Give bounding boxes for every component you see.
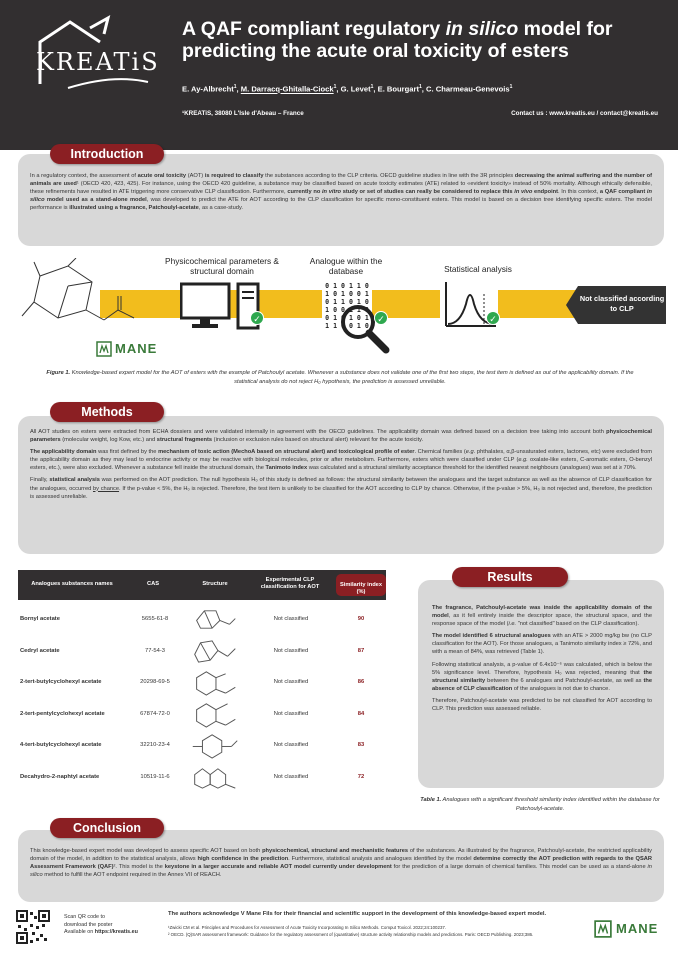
author-affiliation-mark: 1	[370, 84, 374, 90]
header-structure: Structure	[202, 581, 228, 587]
row-name: Decahydro-2-naphtyl acetate	[20, 773, 100, 780]
results-title: Results	[452, 567, 568, 587]
check-icon-step3: ✓	[486, 311, 500, 325]
reference-1: ¹Zwicki CM et al. Principles and Procedures for Assessment of Acute Toxicity Incorporating In Silico Methods. Comput Toxicol. 2022;24:100237.	[168, 925, 447, 930]
results-paragraph: The model identified 6 structural analogues with an ATE > 2000 mg/kg bw (no CLP classification for the AOT). For those analogues, a Tanimoto similarity index ≥ 72%, and with a mean of 84%, was retrieved (Table 1).	[432, 633, 652, 656]
result-box-tip	[566, 286, 578, 324]
author-affiliation-mark: 1	[418, 84, 422, 90]
author-affiliation-mark: 1	[509, 84, 513, 90]
row-clp: Not classified	[273, 710, 309, 717]
results-text	[432, 604, 652, 717]
figure-caption: Figure 1. Knowledge-based expert model for the AOT of esters with the example of Patchoulyl acetate. Whenever a substance does not validate one of the first two steps, the test item is defined as out of the applicability domain. If the statistical analysis do not reject H₀ hypothesis, the prediction is assessed unreliable.	[46, 370, 634, 385]
acknowledgement: The authors acknowledge V Mane Fils for their financial and scientific support in the development of this knowledge-based expert model.	[168, 911, 547, 917]
qr-instructions	[64, 914, 138, 937]
row-name: 4-tert-butylcyclohexyl acetate	[20, 742, 102, 748]
title-italic: in silico	[445, 18, 519, 40]
row-cas: 10519-11-6	[140, 773, 170, 780]
table-row	[18, 699, 386, 730]
row-similarity: 72	[357, 773, 365, 780]
table-row	[18, 667, 386, 698]
header-name: Analogues substances names	[31, 581, 113, 587]
table-row	[18, 604, 386, 635]
computer-icon	[180, 282, 266, 332]
mane-brand-footer: MANE	[616, 921, 659, 936]
row-name: Bornyl acetate	[20, 616, 60, 622]
methods-paragraph: Finally, statistical analysis was performed on the AOT prediction. The null hypothesis H₀ of this study is defined as follows: the structural similarity between the analogues and the target substance as well as the absence of CLP classification for the analogues, occurred by chance. If the p-value < 5%, the H₀ is rejected. Therefore, the test item is unlikely to be classified for the AOT according to CLP by chance. Otherwise, if the p-value > 5%, H₀ is not rejected and, therefore, the prediction is assessed unreliable.	[30, 477, 652, 500]
result-box: Not classified according to CLP	[578, 286, 666, 324]
row-cas: 32210-23-4	[140, 742, 170, 748]
step1-label: Physicochemical parameters & structural domain	[165, 256, 279, 276]
header-clp: Experimental CLP classification for AOT	[260, 577, 320, 590]
binary-row: 1 0 1 0 0 1	[325, 290, 369, 298]
author-affiliation-mark: 1	[333, 84, 337, 90]
patchoulyl-acetate-structure	[20, 258, 140, 348]
row-structure-drawing	[190, 637, 240, 666]
results-paragraph: Following statistical analysis, a p-value of 6.4x10⁻⁶ was calculated, which is below the 5% significance level. Therefore, hypothesis H₀ was rejected, meaning that the structural similarity between the 6 analogues and Patchoulyl-acetate, as well as the absence of CLP classification of the analogues is not due to chance.	[432, 661, 652, 692]
row-clp: Not classified	[273, 616, 309, 622]
header-similarity: Similarity index (%)	[339, 582, 383, 595]
row-clp: Not classified	[273, 773, 309, 780]
reference-2: ² OECD. (Q)SAR assessment framework: Guidance for the regulatory assessment of (quantitative) structure activity relationship models and predictions. Paris: OECD Publishing. 2023;386.	[168, 931, 534, 937]
qr-line2: download the poster	[64, 921, 113, 928]
table-header	[18, 570, 386, 600]
introduction-text: In a regulatory context, the assessment of acute oral toxicity (AOT) is required to classify the substances according to the CLP criteria. OECD guideline studies in line with the 3R principles decreasing the animal suffering and the number of animals are used¹ (OECD 420, 423, 425). For instance, using the OECD 420 guideline, a substance may be classified based on acute toxicity estimates (ATE) related to «evident toxicity» instead of 50% mortality. Although ethically defensible, these refinements have resulted in ATE triggering more conservative CLP classification. Furthermore, currently no in vitro study or set of studies can really be considered to replace this in vivo endpoint. In this context, a QAF compliant in silico model used as a stand-alone model, was developed to predict the ATE for AOT according to the CLP classification for specific mono-constituent esters. This model is based on a decision tree identifying specific esters. The model performance is illustrated using a fragrance, Patchoulyl-acetate, as a case-study.	[30, 173, 653, 212]
mane-emblem-icon	[96, 341, 112, 357]
affiliation: ¹KREATiS, 38080 L'Isle d'Abeau – France	[182, 110, 304, 117]
poster-header	[0, 0, 678, 150]
binary-row: 0 1 0 1 1 0	[325, 282, 369, 290]
step3-label: Statistical analysis	[444, 264, 512, 274]
row-similarity: 84	[357, 710, 365, 717]
results-paragraph: Therefore, Patchoulyl-acetate was predicted to be not classified for AOT according to CLP. This prediction was assessed reliable.	[432, 697, 652, 713]
methods-title: Methods	[50, 402, 164, 422]
row-structure-drawing	[190, 763, 240, 792]
author-name: C. Charmeau-Genevois	[426, 84, 510, 94]
qr-line1: Scan QR code to	[64, 914, 106, 920]
table-row	[18, 762, 386, 793]
magnifier-icon	[336, 300, 392, 356]
row-cas: 77-54-3	[145, 647, 165, 654]
table-row	[18, 636, 386, 667]
row-clp: Not classified	[273, 679, 309, 685]
qr-line3	[64, 929, 138, 937]
author-name: M. Darracq-Ghitalla-Ciock	[240, 84, 334, 94]
row-similarity: 83	[357, 742, 365, 748]
binary-row: 0 1 0 1 0 1	[325, 314, 369, 322]
row-name: 2-tert-butylcyclohexyl acetate	[20, 679, 102, 685]
author-affiliation-mark: 1	[233, 84, 237, 90]
row-cas: 67874-72-0	[140, 710, 170, 717]
header-cas: CAS	[146, 581, 159, 587]
row-structure-drawing	[190, 668, 240, 697]
author-name: E. Bourgart	[377, 84, 419, 94]
check-icon-step1: ✓	[250, 311, 264, 325]
poster-title	[182, 18, 662, 62]
conclusion-text: This knowledge-based expert model was developed to assess specific AOT based on both physicochemical, structural and mechanistic features of the substances. As illustrated by the fragrance, Patchoulyl-acetate, the restricted applicability domain of the model, in addition to the statistical analysis, allows high confidence in the prediction. Furthermore, statistical analysis and analogues identified by the model determine correctly the AOT prediction with regards to the QSAR Assessment Framework (QAF)². This model is the keystone in a larger accurate and reliable AOT model currently under development for the prediction of a large domain of chemical families. This model can be used as a stand-alone in silico method to fulfill the AOT endpoint required in the Annex VII of REACH.	[30, 848, 653, 879]
row-structure-drawing	[190, 605, 240, 634]
mane-emblem-icon	[594, 920, 612, 938]
mane-brand-figure: MANE	[115, 341, 158, 356]
step2-label: Analogue within the database	[309, 256, 383, 276]
table-row	[18, 730, 386, 761]
table-caption: Table 1. Analogues with a significant threshold similarity index identified within the database for Patchoulyl-acetate.	[420, 797, 660, 812]
methods-paragraph: All AOT studies on esters were extracted from ECHA dossiers and were validated internally in agreement with the OECD guidelines. The applicability domain was defined based on a decision tree taking into account both physicochemical parameters (molecular weight, log Kow, etc.) and structural fragments (inclusion or exclusion rules based on structural alert) relevant for the acute toxicity.	[30, 429, 652, 444]
binary-row: 1 1 0 0 1 0	[325, 322, 369, 330]
mane-logo-footer	[594, 918, 666, 940]
check-icon-step2: ✓	[374, 311, 388, 325]
qr-code-icon[interactable]	[16, 910, 50, 944]
qr-line3-prefix: Available on	[64, 929, 95, 935]
references	[168, 925, 578, 938]
logo-wordmark: KREATiS	[36, 48, 160, 76]
introduction-title: Introduction	[50, 144, 164, 164]
row-similarity: 87	[357, 647, 365, 654]
row-name: 2-tert-pentylcyclohexyl acetate	[20, 710, 105, 717]
author-name: E. Ay-Albrecht	[182, 84, 234, 94]
row-cas: 20298-69-5	[140, 679, 170, 685]
row-structure-drawing	[190, 700, 240, 729]
binary-row: 1 0 0 1 1 0	[325, 306, 369, 314]
row-similarity: 90	[357, 616, 365, 622]
row-structure-drawing	[190, 731, 240, 760]
methods-text	[30, 428, 652, 505]
title-suffix: model for predicting the acute oral toxicity of esters	[182, 18, 613, 62]
qr-link[interactable]: https://kreatis.eu	[94, 929, 138, 935]
row-clp: Not classified	[273, 647, 309, 654]
conclusion-title: Conclusion	[50, 818, 164, 838]
row-name: Cedryl acetate	[20, 647, 60, 654]
contact-info[interactable]: Contact us : www.kreatis.eu / contact@kreatis.eu	[511, 110, 658, 117]
authors-line: E. Ay-Albrecht$^1$, M. Darracq-Ghitalla-Ciock$^1$, G. Levet$^1$, E. Bourgart$^1$, C. Charmeau-Genevois$^1$	[182, 84, 513, 94]
row-clp: Not classified	[273, 742, 309, 748]
row-cas: 5655-61-8	[141, 616, 169, 622]
mane-logo-figure	[96, 340, 156, 358]
title-prefix: A QAF compliant regulatory	[182, 18, 446, 40]
author-name: G. Levet	[340, 84, 371, 94]
results-paragraph: The fragrance, Patchoulyl-acetate was inside the applicability domain of the model, as it fell entirely inside the descriptor space, the structural space, and the response space of the model (i.e. "not classified" based on the CLP classification).	[432, 605, 652, 628]
binary-row: 0 1 1 0 1 0	[325, 298, 369, 306]
row-similarity: 86	[357, 679, 365, 685]
methods-paragraph: The applicability domain was first defined by the mechanism of toxic action (MechoA based on structural alert) and toxicological profile of ester. Chemical families (e.g. phthalates, α,β-unsaturated esters, lactones, etc) were excluded from the applicability domain as they may lead to endocrine activity or may be reactive with biological molecules, prior or after metabolism. Furthermore, esters which were classified under CLP (e.g. oxalate-like esters, C-aromatic esters, O-benzyl esters, etc.), were also excluded. Whenever a substance fell inside the structural domain, the Tanimoto index was calculated and a structural similarity acceptance threshold for the identified nearest neighbours (analogues) was set at ≥ 70%.	[30, 449, 652, 472]
